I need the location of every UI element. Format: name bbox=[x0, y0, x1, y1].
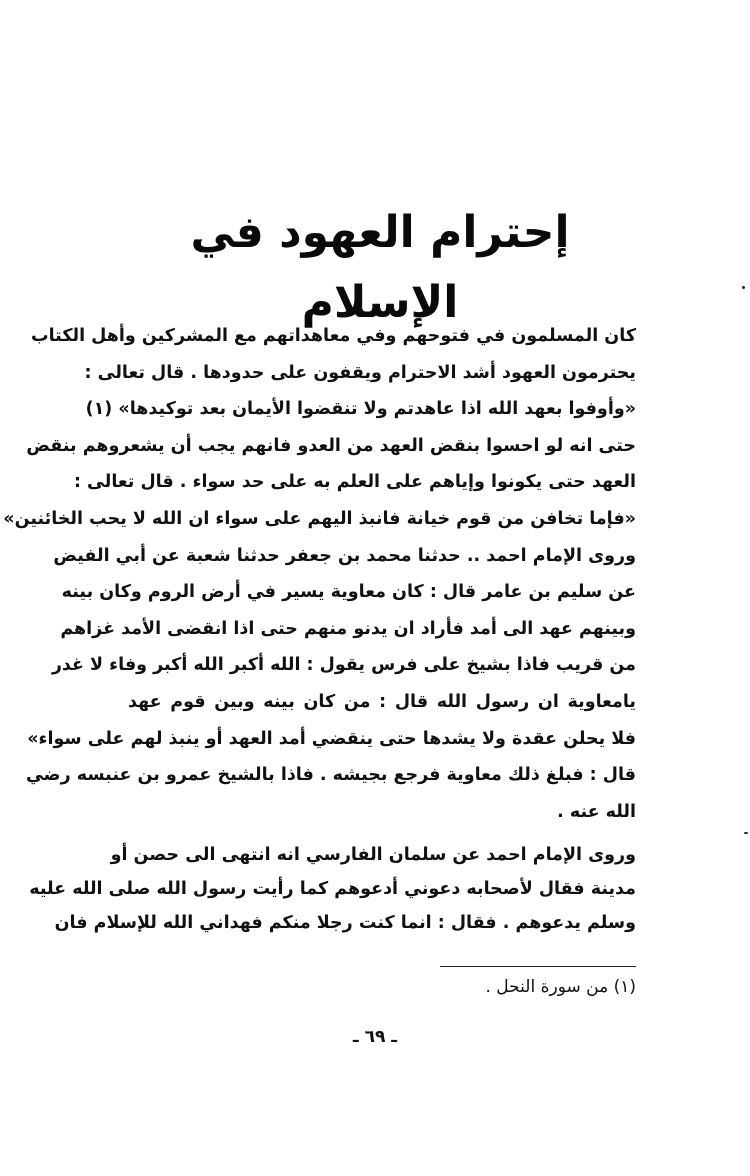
text-line: وبينهم عهد الى أمد فأراد ان يدنو منهم حتى اذا انقضى الأمد غزاهم bbox=[60, 618, 636, 639]
text-line: وروى الإمام احمد عن سلمان الفارسي انه انتهى الى حصن أو bbox=[110, 845, 636, 865]
scan-speck bbox=[742, 286, 745, 289]
text-line: عن سليم بن عامر قال : كان معاوية يسير في أرض الروم وكان بينه bbox=[61, 582, 636, 603]
page-number: ـ ٦٩ ـ bbox=[352, 1027, 398, 1047]
text-line: مدينة فقال لأصحابه دعوني أدعوهم كما رأيت رسول الله صلى الله عليه bbox=[29, 879, 636, 899]
text-line: يحترمون العهود أشد الاحترام ويقفون على حدودها . قال تعالى : bbox=[84, 362, 636, 383]
text-line: كان المسلمون في فتوحهم وفي معاهداتهم مع المشركين وأهل الكتاب bbox=[31, 326, 636, 346]
paragraph-2 bbox=[29, 838, 636, 940]
text-line: وسلم يدعوهم . فقال : انما كنت رجلا منكم فهداني الله للإسلام فان bbox=[54, 913, 636, 933]
text-line: يامعاوية ان رسول الله قال : من كان بينه وبين قوم عهد bbox=[128, 691, 636, 712]
paragraph-1 bbox=[3, 318, 636, 830]
chapter-title: إحترام العهود في الإسلام bbox=[190, 207, 570, 328]
text-line: العهد حتى يكونوا وإياهم على العلم به على حد سواء . قال تعالى : bbox=[73, 472, 636, 493]
text-line: الله عنه . bbox=[557, 801, 636, 822]
text-line: حتى انه لو احسوا بنقض العهد من العدو فانهم يجب أن يشعروهم بنقض bbox=[26, 435, 636, 456]
text-line: قال : فبلغ ذلك معاوية فرجع بجيشه . فاذا بالشيخ عمرو بن عنبسه رضي bbox=[25, 765, 636, 786]
text-line: من قريب فاذا بشيخ على فرس يقول : الله أكبر الله أكبر وفاء لا غدر bbox=[51, 655, 636, 676]
text-line: فلا يحلن عقدة ولا يشدها حتى ينقضي أمد العهد أو ينبذ لهم على سواء» bbox=[27, 728, 636, 749]
text-line: وروى الإمام احمد .. حدثنا محمد بن جعفر حدثنا شعبة عن أبي الفيض bbox=[53, 545, 636, 566]
text-line: «فإما تخافن من قوم خيانة فانبذ اليهم على سواء ان الله لا يحب الخائنين» bbox=[3, 508, 636, 529]
footnote: (١) من سورة النحل . bbox=[485, 977, 636, 997]
text-line: «وأوفوا بعهد الله اذا عاهدتم ولا تنقضوا الأيمان بعد توكيدها» (١) bbox=[85, 399, 636, 420]
footnote-divider bbox=[440, 966, 636, 967]
scan-speck bbox=[744, 832, 748, 834]
